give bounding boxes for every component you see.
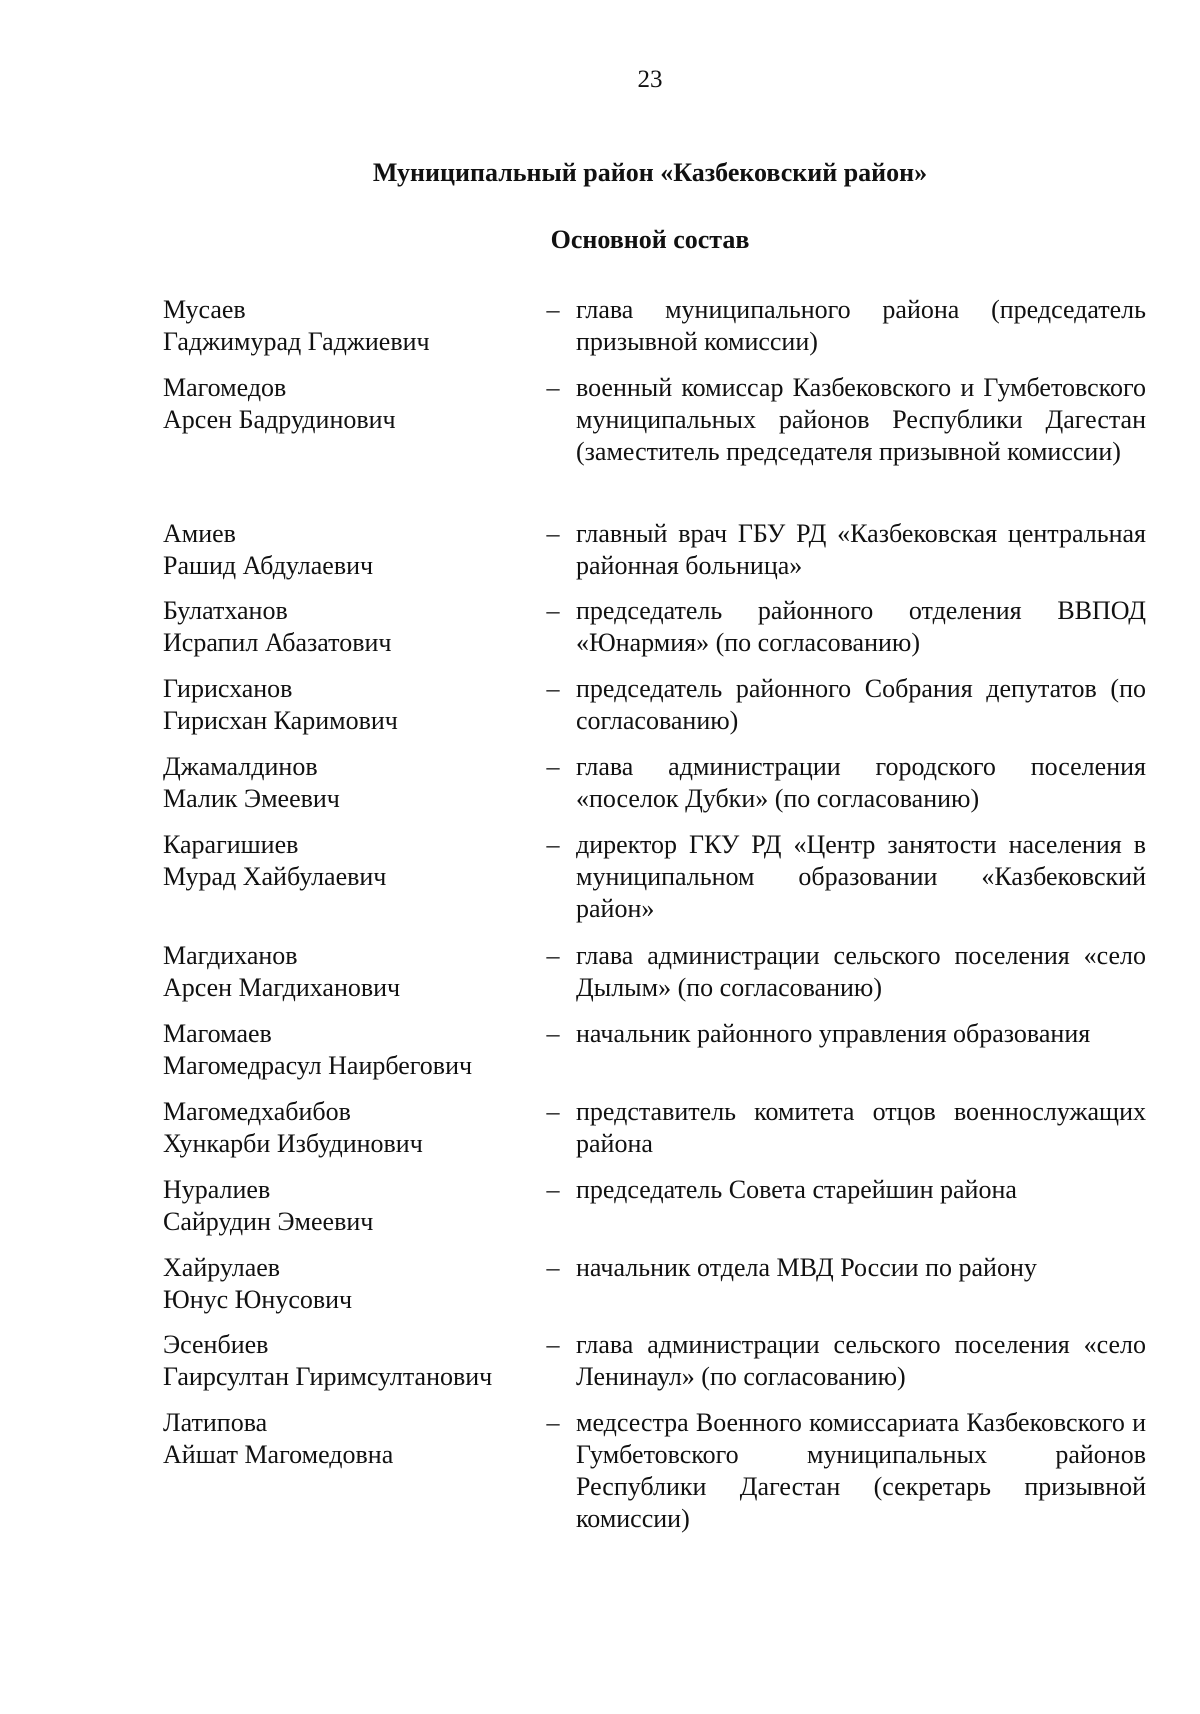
member-name [163, 518, 543, 582]
member-name [163, 751, 543, 815]
member-surname: Магомедхабибов [163, 1097, 351, 1126]
member-given-name: Айшат Магомедовна [163, 1440, 394, 1469]
member-surname: Гирисханов [163, 674, 293, 703]
member-given-name: Мурад Хайбулаевич [163, 862, 387, 891]
member-surname: Хайрулаев [163, 1253, 281, 1282]
member-role: медсестра Военного комиссариата Казбековского и Гумбетовского муниципальных районов Республики Дагестан (секретарь призывной комиссии) [576, 1408, 1146, 1533]
dash-separator: – [546, 830, 560, 859]
dash-separator: – [546, 1330, 560, 1359]
member-given-name: Юнус Юнусович [163, 1285, 353, 1314]
member-surname: Мусаев [163, 295, 246, 324]
member-role: начальник отдела МВД России по району [576, 1253, 1037, 1282]
member-name [163, 1174, 543, 1238]
member-surname: Магомаев [163, 1019, 272, 1048]
section-subtitle: Основной состав [550, 225, 750, 254]
member-surname: Булатханов [163, 596, 288, 625]
member-role: председатель районного отделения ВВПОД «Юнармия» (по согласованию) [576, 596, 1146, 657]
member-surname: Эсенбиев [163, 1330, 269, 1359]
member-given-name: Малик Эмеевич [163, 784, 340, 813]
member-surname: Амиев [163, 519, 236, 548]
member-role: глава администрации сельского поселения «село Ленинаул» (по согласованию) [576, 1330, 1146, 1391]
dash-separator: – [546, 1097, 560, 1126]
member-name [163, 829, 543, 893]
member-surname: Нуралиев [163, 1175, 271, 1204]
member-given-name: Гаджимурад Гаджиевич [163, 327, 430, 356]
member-given-name: Арсен Бадрудинович [163, 405, 396, 434]
member-name [163, 1096, 543, 1160]
dash-separator: – [546, 1253, 560, 1282]
member-name [163, 372, 543, 436]
member-surname: Джамалдинов [163, 752, 318, 781]
member-given-name: Арсен Магдиханович [163, 973, 401, 1002]
dash-separator: – [546, 752, 560, 781]
member-name [163, 940, 543, 1004]
dash-separator: – [546, 596, 560, 625]
dash-separator: – [546, 674, 560, 703]
member-given-name: Сайрудин Эмеевич [163, 1207, 374, 1236]
member-role: глава администрации городского поселения «поселок Дубки» (по согласованию) [576, 752, 1146, 813]
member-name [163, 673, 543, 737]
member-surname: Магомедов [163, 373, 287, 402]
member-name [163, 1407, 543, 1471]
dash-separator: – [546, 373, 560, 402]
member-name [163, 294, 543, 358]
dash-separator: – [546, 1175, 560, 1204]
member-name [163, 1252, 543, 1316]
member-role: директор ГКУ РД «Центр занятости населения в муниципальном образовании «Казбековский район» [576, 830, 1146, 923]
member-role: военный комиссар Казбековского и Гумбетовского муниципальных районов Республики Дагестан (заместитель председателя призывной комиссии) [576, 373, 1146, 466]
member-given-name: Магомедрасул Наирбегович [163, 1051, 473, 1080]
member-surname: Магдиханов [163, 941, 298, 970]
member-name [163, 595, 543, 659]
member-name [163, 1329, 543, 1393]
member-given-name: Гирисхан Каримович [163, 706, 398, 735]
dash-separator: – [546, 295, 560, 324]
member-role: председатель Совета старейшин района [576, 1175, 1017, 1204]
member-surname: Карагишиев [163, 830, 299, 859]
page-title: Муниципальный район «Казбековский район» [372, 158, 928, 187]
dash-separator: – [546, 519, 560, 548]
member-role: председатель районного Собрания депутатов (по согласованию) [576, 674, 1146, 735]
member-given-name: Гаирсултан Гиримсултанович [163, 1362, 493, 1391]
member-role: глава администрации сельского поселения «село Дылым» (по согласованию) [576, 941, 1146, 1002]
member-given-name: Хункарби Избудинович [163, 1129, 423, 1158]
member-role: главный врач ГБУ РД «Казбековская центральная районная больница» [576, 519, 1146, 580]
member-role: начальник районного управления образования [576, 1019, 1091, 1048]
dash-separator: – [546, 941, 560, 970]
dash-separator: – [546, 1408, 560, 1437]
member-surname: Латипова [163, 1408, 268, 1437]
member-role: представитель комитета отцов военнослужащих района [576, 1097, 1146, 1158]
member-role: глава муниципального района (председатель призывной комиссии) [576, 295, 1146, 356]
member-given-name: Исрапил Абазатович [163, 628, 392, 657]
member-name [163, 1018, 543, 1082]
dash-separator: – [546, 1019, 560, 1048]
member-given-name: Рашид Абдулаевич [163, 551, 374, 580]
page-number: 23 [637, 66, 663, 93]
